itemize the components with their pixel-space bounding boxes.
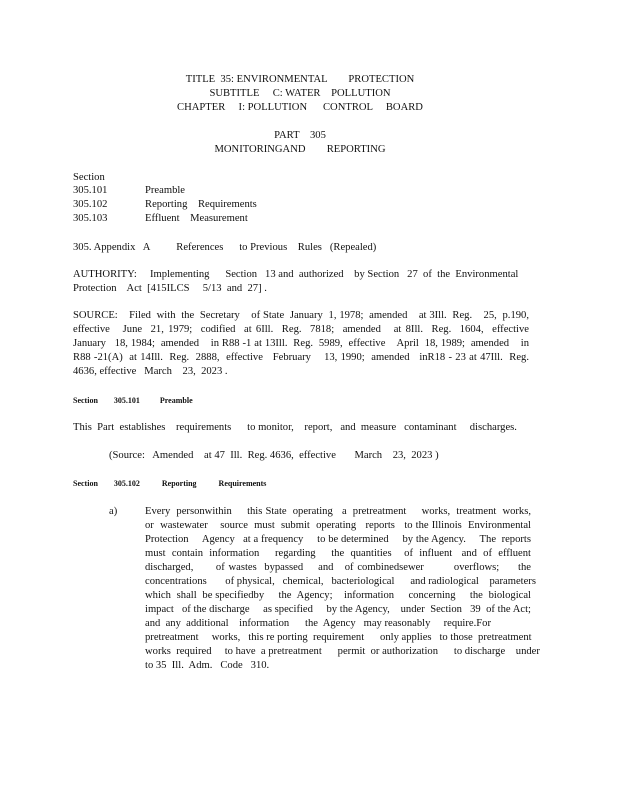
item-label: a): [109, 506, 118, 517]
source-line: January 18, 1984; amended in R88 -1 at 13Ill. Reg. 5989, effective April 18, 1989; amended in: [73, 338, 529, 349]
toc-appendix: 305. Appendix A References to Previous Rules (Repealed): [73, 242, 377, 253]
toc-item-title: Reporting Requirements: [145, 199, 257, 210]
toc-heading: Section: [73, 172, 105, 183]
item-line: and any additional information the Agency may reasonably require.For: [145, 618, 491, 629]
source-line: R88 -21(A) at 14Ill. Reg. 2888, effective February 13, 1990; amended inR18 - 23 at 47Ill. Reg.: [73, 352, 529, 363]
item-line: or wastewater source must submit operating reports to the Illinois Environmental: [145, 520, 531, 531]
authority-line: AUTHORITY: Implementing Section 13 and authorized by Section 27 of the Environmental: [73, 269, 519, 280]
item-line: impact of the discharge as specified by the Agency, under Section 39 of the Act;: [145, 604, 531, 615]
item-line: pretreatment works, this re porting requirement only applies to those pretreatment: [145, 632, 532, 643]
source-paragraph: [73, 309, 529, 379]
item-line: Every personwithin this State operating a pretreatment works, treatment works,: [145, 506, 531, 517]
source-line: 4636, effective March 23, 2023 .: [73, 366, 228, 377]
section-102-heading: Section 305.102 Reporting Requirements: [73, 479, 267, 488]
part-line: PART 305: [274, 130, 326, 141]
section-101-source-note: (Source: Amended at 47 Ill. Reg. 4636, effective March 23, 2023 ): [109, 450, 439, 461]
title-line: TITLE 35: ENVIRONMENTAL PROTECTION: [185, 74, 415, 85]
item-line: which shall be specifiedby the Agency; information concerning the biological: [145, 590, 531, 601]
section-101-body: This Part establishes requirements to monitor, report, and measure contaminant discharges.: [73, 422, 517, 433]
toc-item-number: 305.103: [73, 213, 108, 224]
authority-paragraph: [73, 268, 519, 296]
toc-item-number: 305.102: [73, 199, 108, 210]
item-line: to 35 Ill. Adm. Code 310.: [145, 660, 270, 671]
source-line: SOURCE: Filed with the Secretary of State January 1, 1978; amended at 3Ill. Reg. 25, p.190,: [73, 310, 529, 321]
part-name-line: MONITORINGAND REPORTING: [214, 144, 386, 155]
authority-line: Protection Act [415ILCS 5/13 and 27] .: [73, 283, 267, 294]
section-102-item-a: [145, 505, 540, 673]
chapter-line: CHAPTER I: POLLUTION CONTROL BOARD: [177, 102, 423, 113]
subtitle-line: SUBTITLE C: WATER POLLUTION: [209, 88, 391, 99]
item-line: discharged, of wastes bypassed and of combinedsewer overflows; the: [145, 562, 531, 573]
item-line: must contain information regarding the quantities of influent and of effluent: [145, 548, 531, 559]
source-line: effective June 21, 1979; codified at 6Ill. Reg. 7818; amended at 8Ill. Reg. 1604, effective: [73, 324, 529, 335]
item-line: concentrations of physical, chemical, bacteriological and radiological parameters: [145, 576, 536, 587]
section-101-heading: Section 305.101 Preamble: [73, 396, 193, 405]
toc-item-title: Effluent Measurement: [145, 213, 248, 224]
toc-item-number: 305.101: [73, 185, 108, 196]
item-line: Protection Agency at a frequency to be determined by the Agency. The reports: [145, 534, 531, 545]
item-line: works required to have a pretreatment permit or authorization to discharge under: [145, 646, 540, 657]
toc-item-title: Preamble: [145, 185, 186, 196]
